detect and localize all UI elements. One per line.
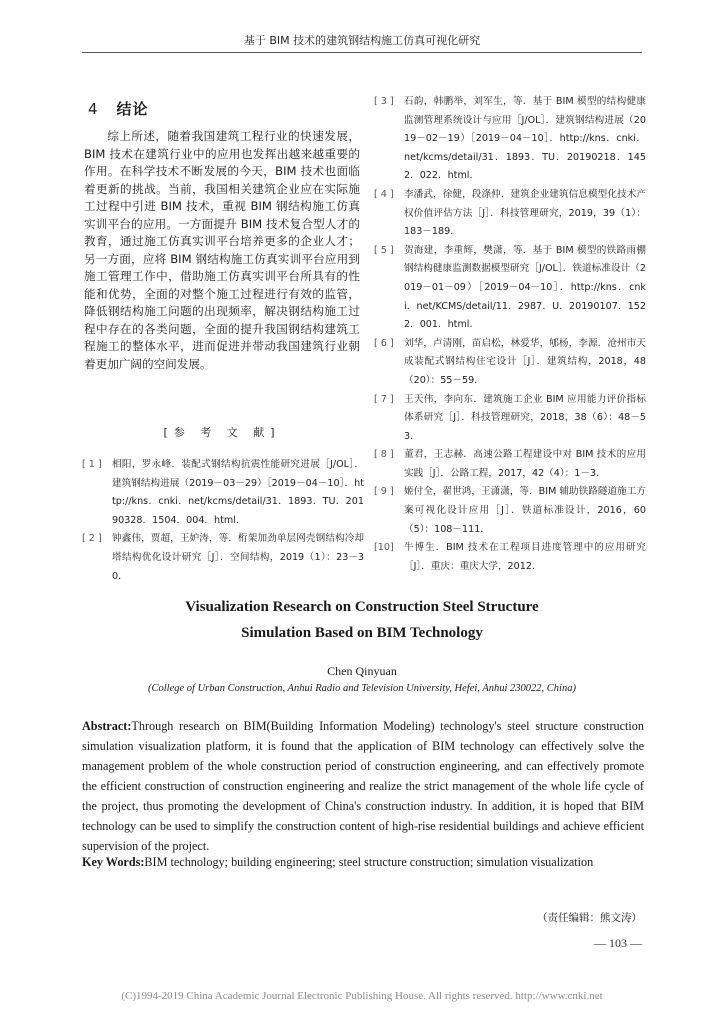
reference-text: 姬付全，翟世鸿，王潇潇，等．BIM 辅助铁路隧道施工方案可视化设计应用［J］．铁道标准设计，2016，60（5）：108－111． [404,486,646,535]
reference-number: [ 8 ] [374,449,394,461]
page-number: — 103 — [594,936,642,950]
section-heading [88,98,149,119]
reference-item [82,530,364,586]
reference-text: 刘华，卢清刚，苗启松，林爱华，郇杨，李源．沧州市天成装配式钢结构住宅设计［J］．建筑结构，2018，48（20）：55－59． [404,337,646,386]
english-author: Chen Qinyuan [327,664,397,678]
references-heading: [参 考 文 献] [163,426,281,439]
reference-text: 牛博生．BIM 技术在工程项目进度管理中的应用研究［J］．重庆：重庆大学，2012． [404,542,646,572]
reference-number: [ 6 ] [374,337,394,349]
reference-item [374,93,646,186]
reference-text: 李潘武，徐健，段涤仲．建筑企业建筑信息模型化技术产权价值评估方法［J］．科技管理研究，2019，39（1）：183－189． [404,188,646,238]
section-number: 4 [88,100,99,118]
reference-number: [ 7 ] [374,393,394,405]
reference-number: [ 9 ] [374,486,394,498]
english-abstract [82,716,644,856]
reference-item [374,335,646,391]
reference-text: 相阳，罗永峰．装配式钢结构抗震性能研究进展［J/OL］．建筑钢结构进展（2019－03－29）［2019－04－10］．http://kns．cnki．net/kcms/detail/31．1893．TU．20190328．1504．004．html． [112,459,364,526]
abstract-label: Abstract: [82,719,132,733]
running-header: 基于 BIM 技术的建筑钢结构施工仿真可视化研究 [243,34,481,47]
reference-item [374,446,646,483]
reference-number: [ 3 ] [374,96,394,107]
abstract-text: Through research on BIM(Building Information Modeling) technology's steel structure construction simulation visualization platform, it is found that the application of BIM technology can effectively solve the management problem of the whole construction period of construction engineering, and can effectively promote the efficient construction of construction engineering and realize the strict management of the whole life cycle of the project, thus promoting the development of China's construction industry. In addition, it is hoped that BIM technology can be used to simplify the construction content of high-rise residential buildings and achieve efficient supervision of the project. [82,719,644,853]
reference-text: 董君，王志赫．高速公路工程建设中对 BIM 技术的应用实践［J］．公路工程，2017，42（4）：1－3． [404,449,646,479]
keywords-label: Key Words: [82,855,145,869]
english-affiliation: (College of Urban Construction, Anhui Radio and Television University, Hefei, Anhui 230022, China) [148,683,576,694]
reference-number: [ 2 ] [82,533,102,545]
section-title: 结论 [116,100,149,118]
english-title-line-2: Simulation Based on BIM Technology [241,625,483,641]
reference-number: [10] [374,542,394,554]
reference-number: [ 1 ] [82,459,102,470]
references-left-column [82,456,364,586]
reference-item [374,483,646,539]
header-divider [82,52,642,53]
conclusion-paragraph: 综上所述，随着我国建筑工程行业的快速发展，BIM 技术在建筑行业中的应用也发挥出越来越重要的作用。在科学技术不断发展的今天，BIM 技术也面临着更新的挑战。当前，我国相关建筑企业应在实际施工过程中引进 BIM 技术，重视 BIM 钢结构施工仿真实训平台的应用。一方面提升 BIM 技术复合型人才的教育，通过施工仿真实训平台培养更多的企业人才；另一方面，应将 BIM 钢结构施工仿真实训平台应用到施工管理工作中，借助施工仿真实训平台所具有的性能和优势，全面的对整个施工过程进行有效的监管，降低钢结构施工问题的出现频率，解决钢结构施工过程中存在的各类问题，全面的提升我国钢结构建筑工程施工的整体水平，进而促进并带动我国建筑行业朝着更加广阔的空间发展。 [84,129,360,371]
reference-text: 贺海建，李重辉，樊潇，等．基于 BIM 模型的铁路雨棚钢结构健康监测数据模型研究［J/OL］．铁道标准设计（2019－01－09）［2019－04－10］．http://kns．cnki．net/KCMS/detail/11．2987．U．20190107．1522．001．html． [404,244,646,331]
reference-number: [ 5 ] [374,244,394,256]
copyright-footer: (C)1994-2019 China Academic Journal Electronic Publishing House. All rights reserved. http://www.cnki.net [121,990,603,1002]
reference-text: 王天伟，李向东．建筑施工企业 BIM 应用能力评价指标体系研究［J］．科技管理研究，2018，38（6）：48－53． [404,393,646,442]
english-title-line-1: Visualization Research on Construction Steel Structure [185,599,539,615]
responsible-editor: （责任编辑：熊文涛） [537,912,642,924]
keywords-text: BIM technology; building engineering; steel structure construction; simulation visualization [144,855,594,869]
reference-text: 石韵，韩鹏举，刘军生，等．基于 BIM 模型的结构健康监测管理系统设计与应用［J/OL］．建筑钢结构进展（2019－02－19）［2019－04－10］．http://kns．cnki．net/kcms/detail/31．1893．TU．20190218．1452．022．html． [404,96,646,182]
reference-item [374,242,646,335]
reference-number: [ 4 ] [374,188,394,200]
english-keywords [82,852,644,872]
english-title [0,594,724,646]
reference-item [374,186,646,242]
references-right-column [374,93,646,576]
reference-item [374,539,646,576]
reference-item [82,456,364,530]
reference-item [374,391,646,447]
reference-text: 钟鑫伟，贾超，王妒涛，等．桁架加劲单层网壳钢结构冷却塔结构优化设计研究［J］．空间结构，2019（1）：23－30． [112,533,364,582]
